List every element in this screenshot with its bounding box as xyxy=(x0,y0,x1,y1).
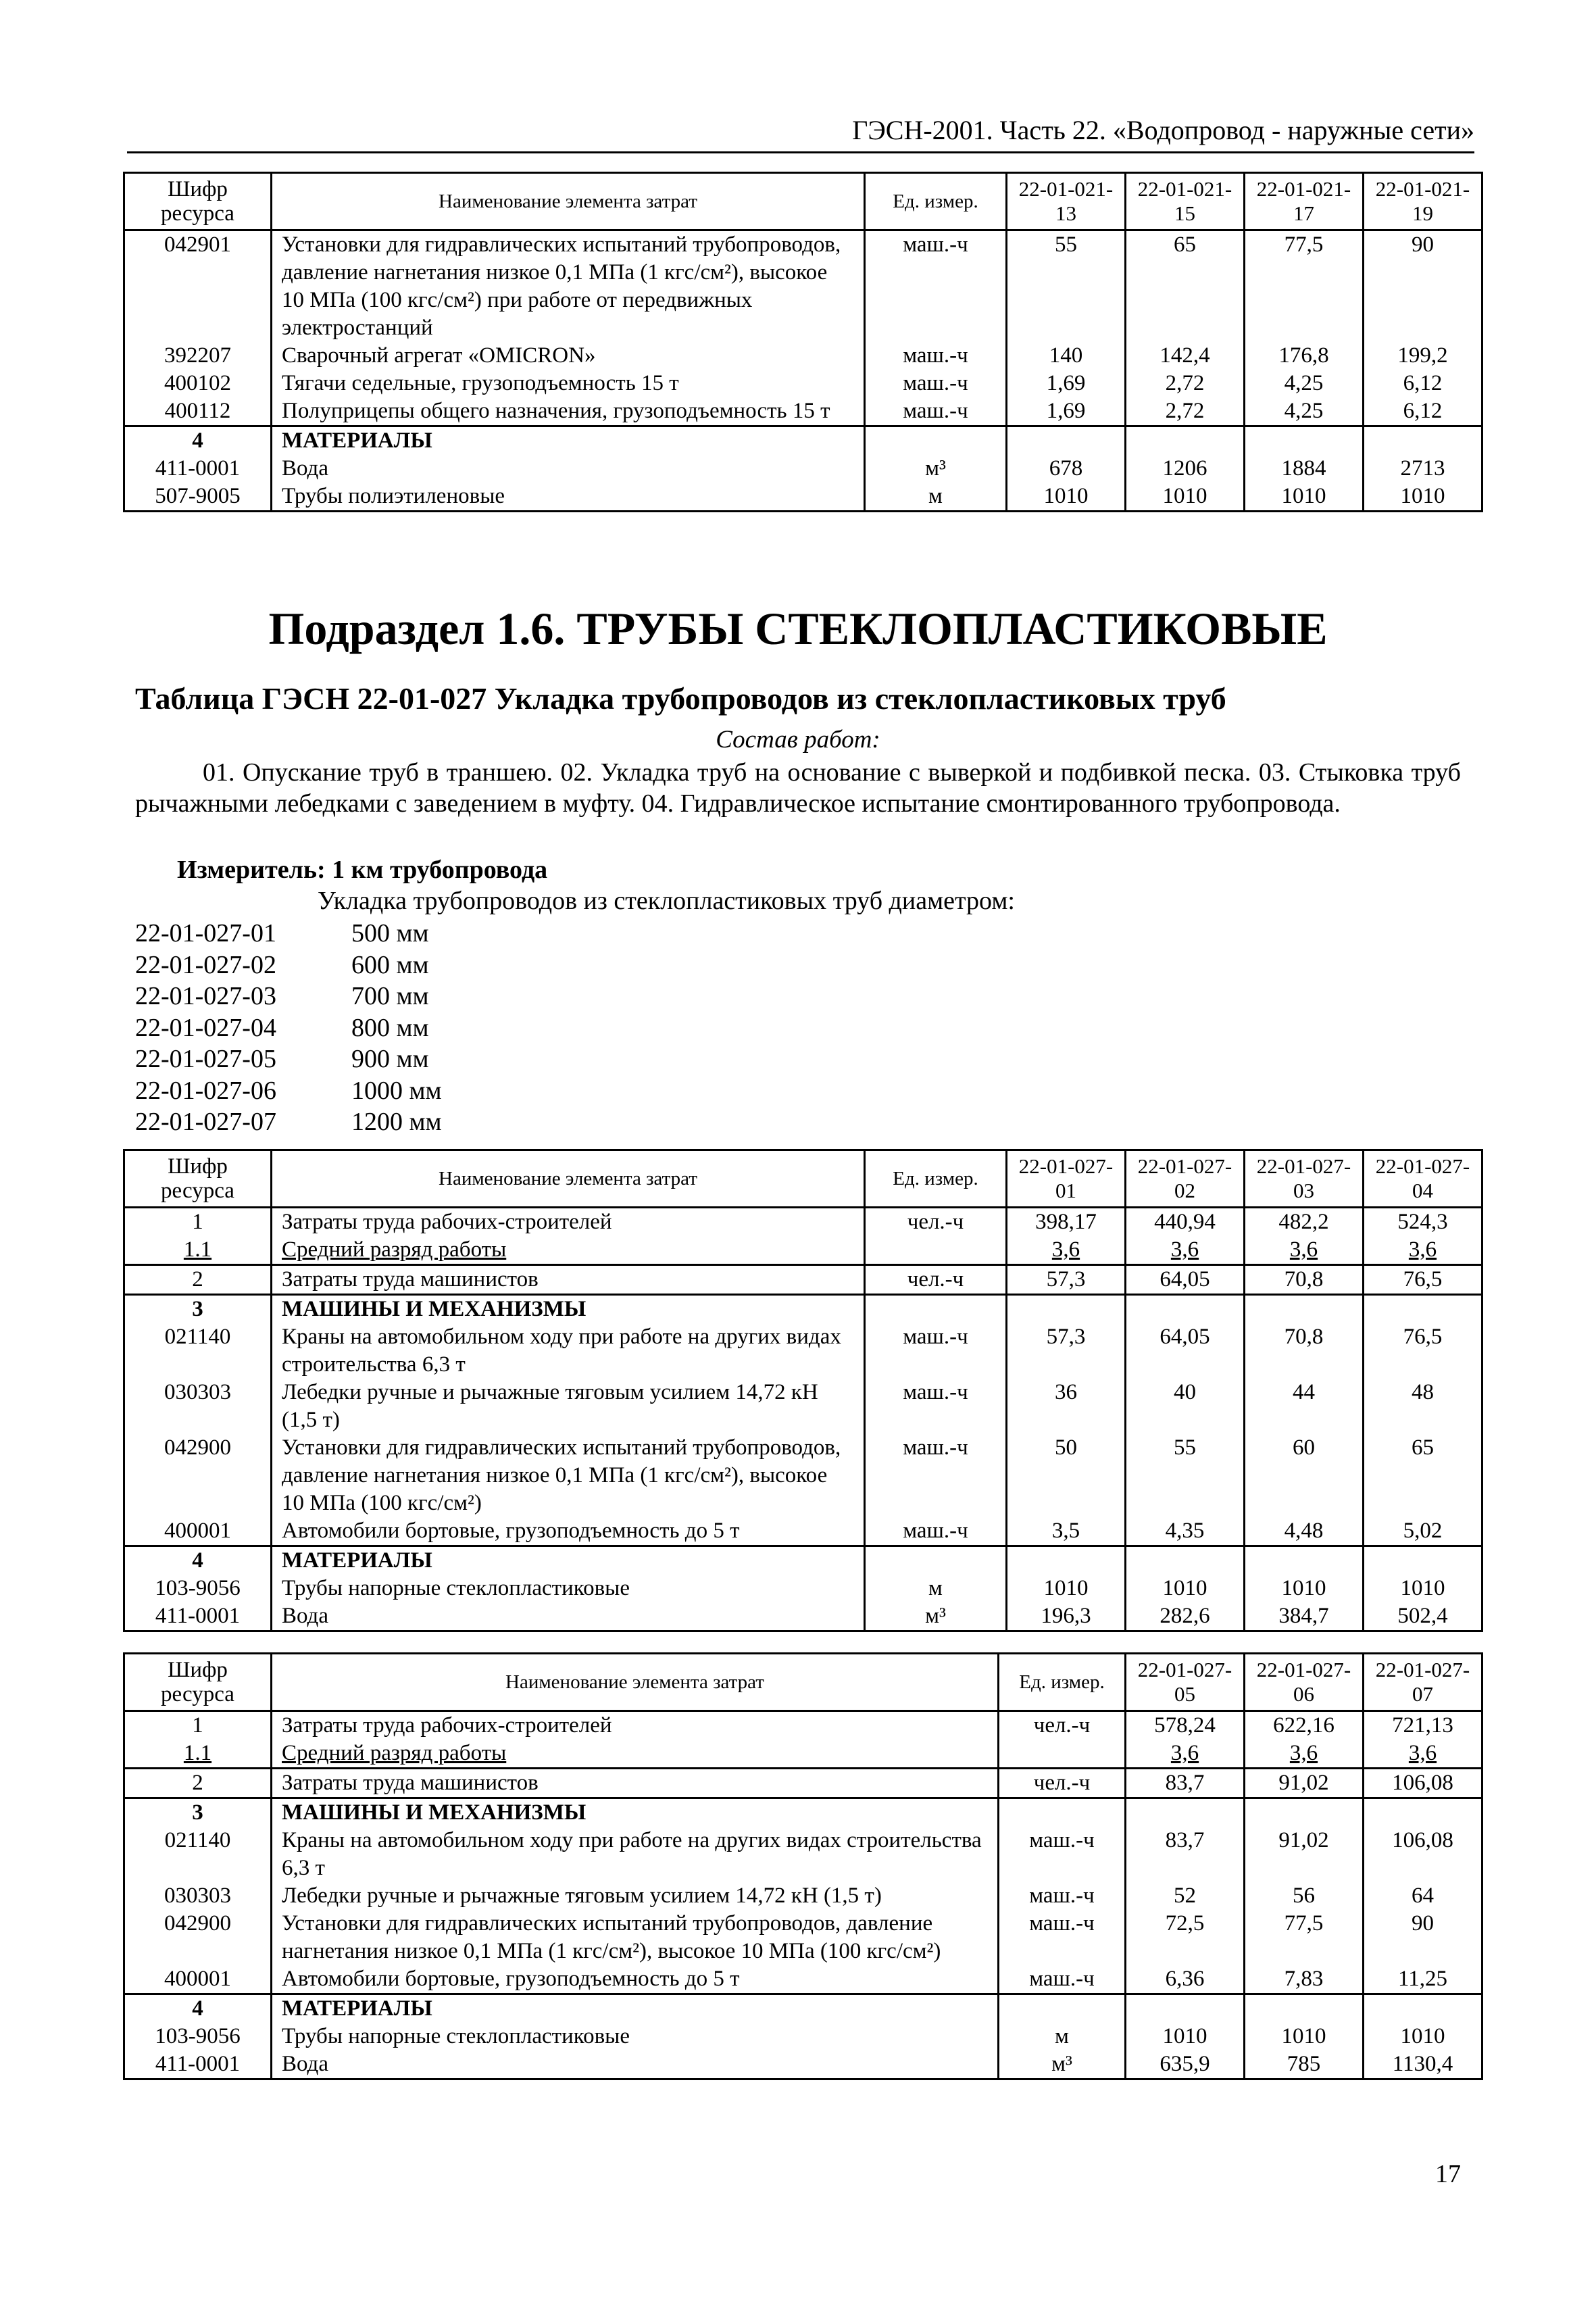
row-code: 030303 xyxy=(124,1882,272,1910)
row-value: 1010 xyxy=(1126,1575,1245,1602)
row-value: 1010 xyxy=(1364,2023,1482,2050)
row-value: 76,5 xyxy=(1364,1323,1482,1379)
row-value: 1010 xyxy=(1126,2023,1245,2050)
header-unit: Ед. измер. xyxy=(865,173,1007,230)
table-row xyxy=(124,1602,1482,1631)
row-value: 1010 xyxy=(1007,483,1126,512)
code-list-diameter: 1200 мм xyxy=(351,1108,442,1136)
header-code: Шифр ресурса xyxy=(124,173,272,230)
row-value: 1010 xyxy=(1364,1575,1482,1602)
row-code: 1.1 xyxy=(124,1740,272,1769)
header-norm-code: 22-01-021-17 xyxy=(1245,173,1364,230)
row-value: 1130,4 xyxy=(1364,2050,1482,2079)
table-row xyxy=(124,2050,1482,2079)
row-name: Средний разряд работы xyxy=(272,1236,865,1265)
row-value: 11,25 xyxy=(1364,1965,1482,1994)
row-unit: м³ xyxy=(865,455,1007,483)
row-code: 2 xyxy=(124,1265,272,1295)
row-name: Установки для гидравлических испытаний трубопроводов, давление нагнетания низкое 0,1 МПа (1 кгс/см²), высокое 10 МПа (100 кгс/см²) xyxy=(272,1910,999,1965)
row-value: 6,12 xyxy=(1364,370,1482,397)
row-value: 6,12 xyxy=(1364,397,1482,426)
row-unit: м xyxy=(999,2023,1126,2050)
table-row xyxy=(124,1740,1482,1769)
row-value: 44 xyxy=(1245,1379,1364,1434)
table-row xyxy=(124,230,1482,343)
works-heading: Состав работ: xyxy=(716,726,880,754)
table-row xyxy=(124,2023,1482,2050)
section-title: МАШИНЫ И МЕХАНИЗМЫ xyxy=(272,1798,999,1827)
table-row xyxy=(124,1265,1482,1295)
section-unit-empty xyxy=(865,426,1007,456)
header-norm-code: 22-01-021-19 xyxy=(1364,173,1482,230)
row-code: 400112 xyxy=(124,397,272,426)
row-unit xyxy=(999,1740,1126,1769)
section-value-empty xyxy=(1007,426,1126,456)
row-value: 3,6 xyxy=(1007,1236,1126,1265)
cost-table-027-b xyxy=(123,1652,1483,2080)
row-unit: маш.-ч xyxy=(999,1827,1126,1882)
row-value: 76,5 xyxy=(1364,1265,1482,1295)
row-name: Лебедки ручные и рычажные тяговым усилием 14,72 кН (1,5 т) xyxy=(272,1882,999,1910)
row-value: 196,3 xyxy=(1007,1602,1126,1631)
header-norm-code: 22-01-027-02 xyxy=(1126,1150,1245,1208)
row-value: 65 xyxy=(1126,230,1245,343)
row-value: 83,7 xyxy=(1126,1769,1245,1798)
table-row xyxy=(124,1517,1482,1546)
section-value-empty xyxy=(1245,1798,1364,1827)
row-value: 64,05 xyxy=(1126,1323,1245,1379)
row-code: 1 xyxy=(124,1208,272,1237)
section-title-row xyxy=(124,426,1482,456)
row-value: 140 xyxy=(1007,342,1126,370)
section-title: МАШИНЫ И МЕХАНИЗМЫ xyxy=(272,1295,865,1324)
cost-table-027-a xyxy=(123,1149,1483,1632)
section-code: 4 xyxy=(124,1546,272,1575)
table-row xyxy=(124,397,1482,426)
code-list-item xyxy=(135,1106,442,1138)
row-unit: маш.-ч xyxy=(865,397,1007,426)
section-value-empty xyxy=(1364,1546,1482,1575)
row-value: 57,3 xyxy=(1007,1265,1126,1295)
page-header: ГЭСН-2001. Часть 22. «Водопровод - наружные сети» xyxy=(127,114,1474,153)
table-title: Таблица ГЭСН 22-01-027 Укладка трубопроводов из стеклопластиковых труб xyxy=(135,681,1226,716)
row-unit: чел.-ч xyxy=(865,1265,1007,1295)
row-value: 4,35 xyxy=(1126,1517,1245,1546)
row-value: 77,5 xyxy=(1245,230,1364,343)
section-value-empty xyxy=(1126,1994,1245,2023)
section-unit-empty xyxy=(865,1546,1007,1575)
row-value: 4,25 xyxy=(1245,397,1364,426)
row-unit: маш.-ч xyxy=(865,1379,1007,1434)
code-list-item xyxy=(135,981,442,1012)
code-list-diameter: 800 мм xyxy=(351,1013,429,1042)
table-row xyxy=(124,1769,1482,1798)
header-norm-code: 22-01-021-15 xyxy=(1126,173,1245,230)
row-value: 5,02 xyxy=(1364,1517,1482,1546)
row-value: 83,7 xyxy=(1126,1827,1245,1882)
section-unit-empty xyxy=(865,1295,1007,1324)
row-value: 440,94 xyxy=(1126,1208,1245,1237)
meter-text: Измеритель: 1 км трубопровода xyxy=(177,856,548,884)
row-code: 021140 xyxy=(124,1827,272,1882)
table-row xyxy=(124,1882,1482,1910)
row-value: 1206 xyxy=(1126,455,1245,483)
section-value-empty xyxy=(1245,1295,1364,1324)
row-value: 65 xyxy=(1364,1434,1482,1517)
row-value: 482,2 xyxy=(1245,1208,1364,1237)
row-value: 1010 xyxy=(1126,483,1245,512)
row-name: Установки для гидравлических испытаний трубопроводов, давление нагнетания низкое 0,1 МПа (1 кгс/см²), высокое 10 МПа (100 кгс/см²) при работе от передвижных электростанций xyxy=(272,230,865,343)
row-unit: маш.-ч xyxy=(865,1517,1007,1546)
code-list-code: 22-01-027-04 xyxy=(135,1013,276,1042)
code-list-item xyxy=(135,918,442,950)
row-code: 400001 xyxy=(124,1965,272,1994)
code-list-item xyxy=(135,1012,442,1044)
row-code: 1 xyxy=(124,1711,272,1740)
table-header-row xyxy=(124,173,1482,230)
row-value: 77,5 xyxy=(1245,1910,1364,1965)
section-value-empty xyxy=(1364,1994,1482,2023)
row-value: 3,6 xyxy=(1245,1740,1364,1769)
section-value-empty xyxy=(1126,1546,1245,1575)
row-code: 042900 xyxy=(124,1434,272,1517)
row-value: 60 xyxy=(1245,1434,1364,1517)
code-list-code: 22-01-027-07 xyxy=(135,1108,276,1136)
section-title-row xyxy=(124,1994,1482,2023)
row-value: 1010 xyxy=(1245,483,1364,512)
row-code: 103-9056 xyxy=(124,1575,272,1602)
row-value: 90 xyxy=(1364,1910,1482,1965)
table-row xyxy=(124,1965,1482,1994)
section-code: 4 xyxy=(124,426,272,456)
row-unit: маш.-ч xyxy=(865,370,1007,397)
table-row xyxy=(124,1434,1482,1517)
row-value: 64 xyxy=(1364,1882,1482,1910)
row-name: Тягачи седельные, грузоподъемность 15 т xyxy=(272,370,865,397)
row-code: 042901 xyxy=(124,230,272,343)
row-value: 90 xyxy=(1364,230,1482,343)
row-code: 400102 xyxy=(124,370,272,397)
row-name: Средний разряд работы xyxy=(272,1740,999,1769)
code-list-item xyxy=(135,1075,442,1107)
row-code: 021140 xyxy=(124,1323,272,1379)
row-name: Затраты труда рабочих-строителей xyxy=(272,1208,865,1237)
row-value: 91,02 xyxy=(1245,1827,1364,1882)
header-norm-code: 22-01-027-05 xyxy=(1126,1654,1245,1711)
subsection-title: Подраздел 1.6. ТРУБЫ СТЕКЛОПЛАСТИКОВЫЕ xyxy=(268,603,1328,654)
section-value-empty xyxy=(1126,1798,1245,1827)
row-unit: м xyxy=(865,1575,1007,1602)
code-list xyxy=(135,918,442,1138)
row-value: 6,36 xyxy=(1126,1965,1245,1994)
row-value: 36 xyxy=(1007,1379,1126,1434)
row-value: 199,2 xyxy=(1364,342,1482,370)
section-value-empty xyxy=(1245,426,1364,456)
cost-table-021 xyxy=(123,172,1483,512)
row-value: 785 xyxy=(1245,2050,1364,2079)
row-unit: маш.-ч xyxy=(999,1965,1126,1994)
code-list-code: 22-01-027-02 xyxy=(135,950,276,979)
table-row xyxy=(124,483,1482,512)
code-list-diameter: 900 мм xyxy=(351,1045,429,1073)
row-unit: чел.-ч xyxy=(865,1208,1007,1237)
section-unit-empty xyxy=(999,1798,1126,1827)
row-unit: чел.-ч xyxy=(999,1711,1126,1740)
header-norm-code: 22-01-021-13 xyxy=(1007,173,1126,230)
section-value-empty xyxy=(1364,1798,1482,1827)
row-value: 70,8 xyxy=(1245,1323,1364,1379)
row-value: 56 xyxy=(1245,1882,1364,1910)
row-value: 578,24 xyxy=(1126,1711,1245,1740)
row-value: 106,08 xyxy=(1364,1827,1482,1882)
row-unit: м xyxy=(865,483,1007,512)
section-title: МАТЕРИАЛЫ xyxy=(272,1994,999,2023)
section-title: МАТЕРИАЛЫ xyxy=(272,426,865,456)
code-list-code: 22-01-027-06 xyxy=(135,1076,276,1105)
header-code: Шифр ресурса xyxy=(124,1150,272,1208)
section-title: МАТЕРИАЛЫ xyxy=(272,1546,865,1575)
row-value: 1,69 xyxy=(1007,370,1126,397)
row-value: 106,08 xyxy=(1364,1769,1482,1798)
section-code: 3 xyxy=(124,1798,272,1827)
header-norm-code: 22-01-027-06 xyxy=(1245,1654,1364,1711)
row-value: 721,13 xyxy=(1364,1711,1482,1740)
row-value: 55 xyxy=(1126,1434,1245,1517)
table-row xyxy=(124,1575,1482,1602)
section-unit-empty xyxy=(999,1994,1126,2023)
table-header-row xyxy=(124,1150,1482,1208)
row-unit: маш.-ч xyxy=(865,342,1007,370)
row-name: Трубы напорные стеклопластиковые xyxy=(272,1575,865,1602)
section-code: 3 xyxy=(124,1295,272,1324)
row-value: 384,7 xyxy=(1245,1602,1364,1631)
header-name: Наименование элемента затрат xyxy=(272,173,865,230)
section-value-empty xyxy=(1126,426,1245,456)
section-value-empty xyxy=(1126,1295,1245,1324)
row-name: Затраты труда рабочих-строителей xyxy=(272,1711,999,1740)
row-value: 50 xyxy=(1007,1434,1126,1517)
diameter-intro: Укладка трубопроводов из стеклопластиковых труб диаметром: xyxy=(318,887,1015,915)
row-value: 72,5 xyxy=(1126,1910,1245,1965)
section-value-empty xyxy=(1245,1994,1364,2023)
row-name: Краны на автомобильном ходу при работе на других видах строительства 6,3 т xyxy=(272,1323,865,1379)
section-title-row xyxy=(124,1798,1482,1827)
row-value: 1,69 xyxy=(1007,397,1126,426)
row-value: 48 xyxy=(1364,1379,1482,1434)
row-value: 502,4 xyxy=(1364,1602,1482,1631)
table-row xyxy=(124,1379,1482,1434)
row-code: 030303 xyxy=(124,1379,272,1434)
row-name: Затраты труда машинистов xyxy=(272,1769,999,1798)
row-code: 411-0001 xyxy=(124,455,272,483)
code-list-item xyxy=(135,950,442,981)
row-name: Затраты труда машинистов xyxy=(272,1265,865,1295)
row-value: 2,72 xyxy=(1126,397,1245,426)
row-name: Вода xyxy=(272,455,865,483)
row-value: 282,6 xyxy=(1126,1602,1245,1631)
row-code: 2 xyxy=(124,1769,272,1798)
code-list-item xyxy=(135,1043,442,1075)
table-header-row xyxy=(124,1654,1482,1711)
row-value: 3,6 xyxy=(1126,1236,1245,1265)
row-value: 70,8 xyxy=(1245,1265,1364,1295)
header-name: Наименование элемента затрат xyxy=(272,1654,999,1711)
row-value: 1884 xyxy=(1245,455,1364,483)
header-norm-code: 22-01-027-04 xyxy=(1364,1150,1482,1208)
table-row xyxy=(124,342,1482,370)
row-code: 103-9056 xyxy=(124,2023,272,2050)
row-code: 507-9005 xyxy=(124,483,272,512)
row-value: 1010 xyxy=(1245,2023,1364,2050)
row-value: 1010 xyxy=(1007,1575,1126,1602)
row-value: 622,16 xyxy=(1245,1711,1364,1740)
row-code: 1.1 xyxy=(124,1236,272,1265)
row-value: 2,72 xyxy=(1126,370,1245,397)
header-norm-code: 22-01-027-07 xyxy=(1364,1654,1482,1711)
row-value: 57,3 xyxy=(1007,1323,1126,1379)
row-value: 3,6 xyxy=(1245,1236,1364,1265)
header-norm-code: 22-01-027-03 xyxy=(1245,1150,1364,1208)
table-row xyxy=(124,1236,1482,1265)
table-row xyxy=(124,1910,1482,1965)
row-code: 411-0001 xyxy=(124,1602,272,1631)
code-list-diameter: 1000 мм xyxy=(351,1076,442,1105)
section-title-row xyxy=(124,1546,1482,1575)
row-unit: м³ xyxy=(999,2050,1126,2079)
row-code: 392207 xyxy=(124,342,272,370)
row-value: 4,25 xyxy=(1245,370,1364,397)
row-unit: маш.-ч xyxy=(865,1323,1007,1379)
row-code: 042900 xyxy=(124,1910,272,1965)
row-unit: маш.-ч xyxy=(865,230,1007,343)
header-name: Наименование элемента затрат xyxy=(272,1150,865,1208)
row-name: Трубы полиэтиленовые xyxy=(272,483,865,512)
works-text: 01. Опускание труб в траншею. 02. Укладка труб на основание с выверкой и подбивкой песка. 03. Стыковка труб рычажными лебедками с заведением в муфту. 04. Гидравлическое испытание смонтированного трубопровода. xyxy=(135,758,1461,818)
section-title-row xyxy=(124,1295,1482,1324)
row-value: 2713 xyxy=(1364,455,1482,483)
row-value: 635,9 xyxy=(1126,2050,1245,2079)
row-value: 678 xyxy=(1007,455,1126,483)
row-value: 1010 xyxy=(1245,1575,1364,1602)
row-value: 7,83 xyxy=(1245,1965,1364,1994)
table-row xyxy=(124,1208,1482,1237)
row-value: 398,17 xyxy=(1007,1208,1126,1237)
row-value: 55 xyxy=(1007,230,1126,343)
section-value-empty xyxy=(1007,1295,1126,1324)
code-list-code: 22-01-027-01 xyxy=(135,919,276,947)
header-unit: Ед. измер. xyxy=(999,1654,1126,1711)
row-name: Автомобили бортовые, грузоподъемность до 5 т xyxy=(272,1965,999,1994)
row-value: 524,3 xyxy=(1364,1208,1482,1237)
row-name: Вода xyxy=(272,1602,865,1631)
section-value-empty xyxy=(1245,1546,1364,1575)
section-value-empty xyxy=(1364,426,1482,456)
row-unit: маш.-ч xyxy=(999,1882,1126,1910)
row-value: 64,05 xyxy=(1126,1265,1245,1295)
section-value-empty xyxy=(1007,1546,1126,1575)
row-unit: чел.-ч xyxy=(999,1769,1126,1798)
row-value: 3,6 xyxy=(1126,1740,1245,1769)
row-code: 411-0001 xyxy=(124,2050,272,2079)
header-norm-code: 22-01-027-01 xyxy=(1007,1150,1126,1208)
row-name: Сварочный агрегат «OMICRON» xyxy=(272,342,865,370)
row-value: 1010 xyxy=(1364,483,1482,512)
row-value: 3,6 xyxy=(1364,1236,1482,1265)
row-value: 52 xyxy=(1126,1882,1245,1910)
page-number: 17 xyxy=(1435,2160,1461,2188)
row-value: 142,4 xyxy=(1126,342,1245,370)
row-name: Краны на автомобильном ходу при работе на других видах строительства 6,3 т xyxy=(272,1827,999,1882)
header-code: Шифр ресурса xyxy=(124,1654,272,1711)
row-name: Автомобили бортовые, грузоподъемность до 5 т xyxy=(272,1517,865,1546)
row-value: 91,02 xyxy=(1245,1769,1364,1798)
row-unit: маш.-ч xyxy=(999,1910,1126,1965)
table-row xyxy=(124,1827,1482,1882)
table-row xyxy=(124,455,1482,483)
header-unit: Ед. измер. xyxy=(865,1150,1007,1208)
row-unit: маш.-ч xyxy=(865,1434,1007,1517)
section-value-empty xyxy=(1364,1295,1482,1324)
row-name: Лебедки ручные и рычажные тяговым усилием 14,72 кН (1,5 т) xyxy=(272,1379,865,1434)
row-value: 40 xyxy=(1126,1379,1245,1434)
row-value: 3,5 xyxy=(1007,1517,1126,1546)
code-list-code: 22-01-027-05 xyxy=(135,1045,276,1073)
code-list-diameter: 700 мм xyxy=(351,982,429,1010)
row-unit: м³ xyxy=(865,1602,1007,1631)
row-name: Установки для гидравлических испытаний трубопроводов, давление нагнетания низкое 0,1 МПа (1 кгс/см²), высокое 10 МПа (100 кгс/см²) xyxy=(272,1434,865,1517)
row-value: 3,6 xyxy=(1364,1740,1482,1769)
table-row xyxy=(124,1711,1482,1740)
section-code: 4 xyxy=(124,1994,272,2023)
row-name: Трубы напорные стеклопластиковые xyxy=(272,2023,999,2050)
row-name: Полуприцепы общего назначения, грузоподъемность 15 т xyxy=(272,397,865,426)
code-list-diameter: 600 мм xyxy=(351,950,429,979)
row-code: 400001 xyxy=(124,1517,272,1546)
row-value: 176,8 xyxy=(1245,342,1364,370)
row-value: 4,48 xyxy=(1245,1517,1364,1546)
table-row xyxy=(124,1323,1482,1379)
code-list-code: 22-01-027-03 xyxy=(135,982,276,1010)
row-unit xyxy=(865,1236,1007,1265)
code-list-diameter: 500 мм xyxy=(351,919,429,947)
row-name: Вода xyxy=(272,2050,999,2079)
table-row xyxy=(124,370,1482,397)
